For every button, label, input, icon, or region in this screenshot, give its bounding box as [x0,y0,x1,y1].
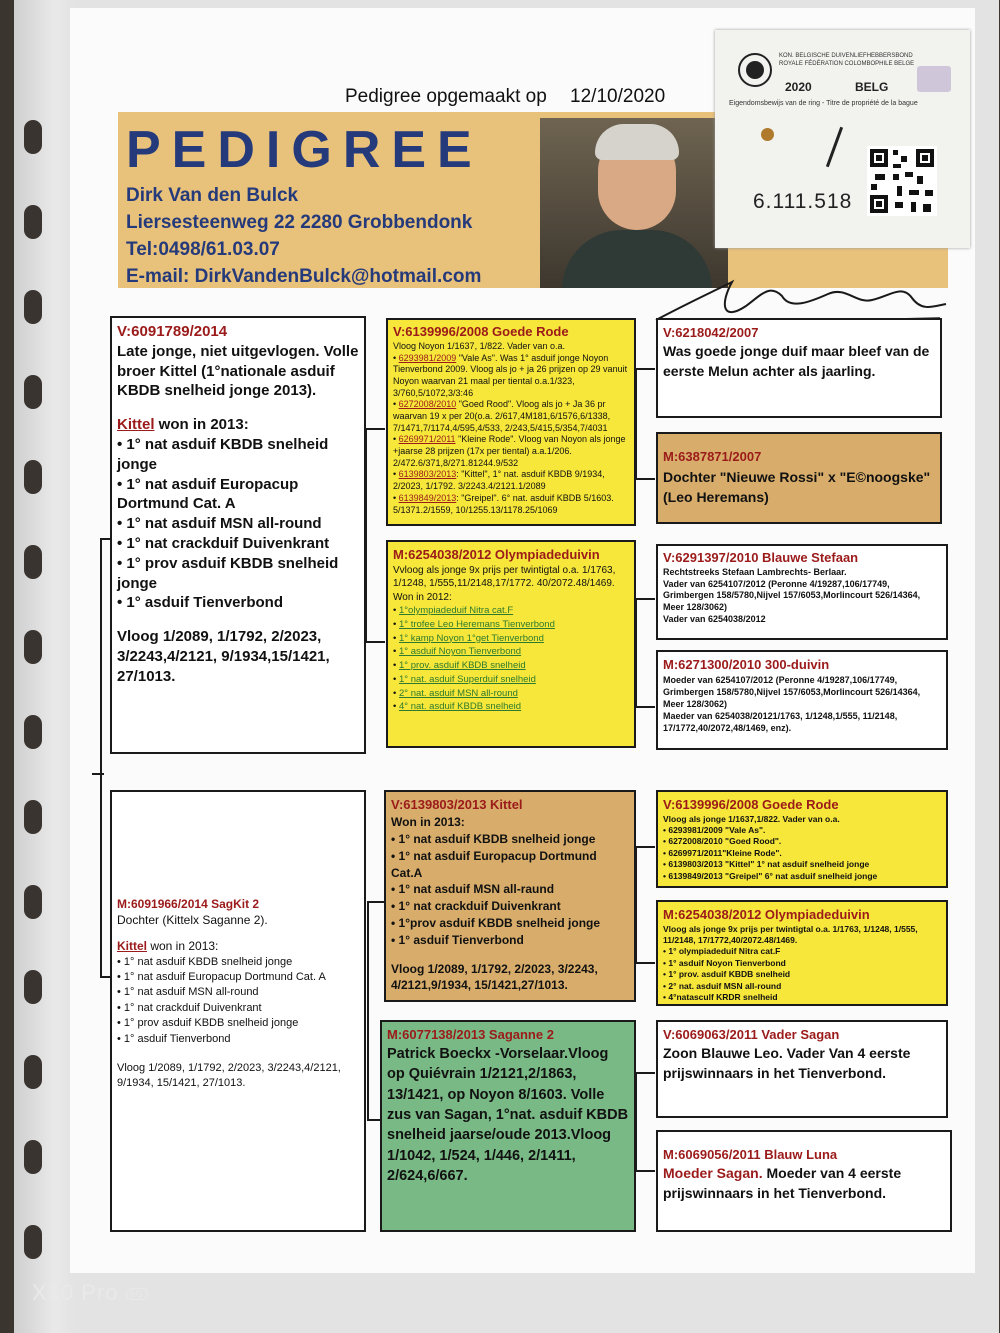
list-item: • 1° nat asduif KBDB snelheid jonge [117,955,359,970]
tree-line [365,428,385,430]
won-label: won in 2013: [147,939,219,954]
tree-line [367,901,385,903]
punch-hole [24,970,42,1004]
camera-watermark [32,1280,148,1306]
list-item: • 1° nat crackduif Duivenkrant [391,898,629,915]
tree-line [635,368,655,370]
offspring-text: : "Greipel". 6° nat. asduif KBDB 5/1603. 5/1371.2/1559, 10/1255.13/1178.25/1069 [393,492,614,515]
list-item: 1°olympiadeduif Nitra cat.F [398,605,514,617]
offspring-ring[interactable]: 6139849/2013 [398,492,457,503]
tree-line [367,901,369,1121]
pigeon-flight-results: Vloog 1/2089, 1/1792, 2/2023, 3/2243,4/2121, 9/1934,15/1421, 27/1013. [117,628,330,685]
grandparent-text: Rechtstreeks Stefaan Lambrechts- Berlaar. [663,566,847,577]
grandparent-text: Dochter "Nieuwe Rossi" x "E©noogske" (Leo Heremans) [663,468,931,506]
grandparent-text: Vloog als jonge 1/1637,1/822. Vader van o.a. [663,813,840,824]
list-item: 1° trofee Leo Heremans Tienverbond [398,618,555,630]
pigeon-description: Late jonge, niet uitgevlogen. Volle broer Kittel (1°nationale asduif KBDB snelheid jonge 2013). [117,342,359,400]
grandparent-text: • 4°natasculf KRDR snelheid [663,992,778,1003]
dam-id: M:6091966/2014 SagKit 2 [117,897,260,911]
list-item: 1° prov. asduif KBDB snelheid [398,660,526,672]
grandparent-id: V:6069063/2011 Vader Sagan [663,1027,840,1042]
qr-code-icon [867,146,937,216]
dam-mother-text: Patrick Boeckx -Vorselaar.Vloog op Quiévrain 1/2121,2/1863, 13/1421, op Noyon 8/1603. Volle zus van Sagan, 1°nat. asduif KBDB snelheid jaarse/oude 2013.Vloog 1/1042, 1/524, 1/446, 2/1411, 2/624,6/667. [387,1046,629,1184]
grandparent-card-3 [656,544,948,640]
punch-hole [24,1140,42,1174]
list-item: • 1° nat asduif Europacup Dortmund Cat.A [391,848,629,882]
grandparent-card-4 [656,650,948,750]
grandparent-text: Vader van 6254038/2012 [663,613,766,624]
list-item: • 1° nat crackduif Duivenkrant [117,1001,359,1016]
punch-hole [24,1225,42,1259]
kittel-link[interactable]: Kittel [117,416,155,434]
grandparent-id: M:6387871/2007 [663,449,762,464]
dam-father-text: Vvloog als jonge 9x prijs per twintigtal o.a. 1/1763, 1/1248, 1/555,11/2148,17/1772. 40/2072.48/1469. Won in 2012: [393,564,616,603]
offspring-text: "Kleine Rode". Vloog van Noyon als jonge +jaarse 28 prijzen (17x per tiental) a.a.1/206. 2/472.6/371,8/271.81244.9/532 [393,434,626,468]
page-title: PEDIGREE [126,121,483,179]
grandparent-id: M:6254038/2012 Olympiadeduivin [663,907,870,922]
federation-name-fr: ROYALE FÉDÉRATION COLOMBOPHILE BELGE [779,61,915,67]
sire-father-intro: Vloog Noyon 1/1637, 1/822. Vader van o.a. [393,340,565,351]
federation-name [779,52,914,68]
tree-line [635,1072,655,1074]
ring-card [715,30,970,248]
list-item: • 1° nat crackduif Duivenkrant [117,534,359,554]
dam-mother-id: M:6077138/2013 Saganne 2 [387,1027,554,1042]
punch-hole [24,375,42,409]
grandparent-text: • 6269971/2011"Kleine Rode". [663,847,782,858]
ring-number: 6.111.518 [753,190,853,213]
made-on-date: 12/10/2020 [570,86,666,107]
ownership-text: Eigendomsbewijs van de ring - Titre de propriété de la bague [729,100,918,107]
grandparent-text: • 6139849/2013 "Greipel" 6° nat asduif snelheid jonge [663,870,878,881]
bird-logo-icon [917,66,951,92]
grandparent-card-7 [656,1020,948,1118]
grandparent-card-5 [656,790,948,888]
grandparent-text: • 6293981/2009 "Vale As". [663,825,766,836]
grandparent-id: V:6291397/2010 Blauwe Stefaan [663,550,859,565]
owner-name: Dirk Van den Bulck [126,185,299,206]
grandparent-id: V:6139996/2008 Goede Rode [663,797,839,812]
watermark-text: X30 Pro [32,1280,119,1305]
dam-description: Dochter (Kittelx Saganne 2). [117,913,268,928]
sire-father-card: V:6139996/2008 Goede Rode Vloog Noyon 1/1637, 1/822. Vader van o.a. • 6293981/2009 "Vale As". Was 1° asduif jonge Noyon Tienverbond 2009. Vloog als jo + ja 26 prijzen op 29 vanuit Noyon waarvan 21 maal per tiental o.a.1/323, 3/760,5/1072,3/3:46 • 6272008/2010 "Goed Rood". Vloog als jo + Ja 36 pr waarvan 19 x per 20(o.a. 2/617,4M181,6/1576,6/1338, 7/1471,7/1174,4/595,4/533, 2/243,5/415,5/354,7/4031 • 6269971/2011 "Kleine Rode". Vloog van Noyon als jonge +jaarse 28 prijzen (17x per tiental) a.a.1/206. 2/472.6/371,8/271.81244.9/532 • 6139803/2013: "Kittel", 1° nat. asduif KBDB 9/1934, 2/2023, 1/1792. 3/2243.4/2121.1/2089 • 6139849/2013: "Greipel". 6° nat. asduif KBDB 5/1603. 5/1371.2/1559, 10/1255.13/1178.25/1069 [386,318,636,526]
dam-flight-results: Vloog 1/2089, 1/1792, 2/2023, 3/2243,4/2121, 9/1934, 15/1421, 27/1013. [117,1061,341,1089]
punch-hole [24,205,42,239]
grandparent-card-8 [656,1130,952,1232]
sire-mother-id: V:6139803/2013 Kittel [391,797,523,812]
dam-card [110,790,366,1232]
pigeon-id: V:6091789/2014 [117,323,228,340]
grandparent-text: • 2° nat. asduif MSN all-round [663,980,782,991]
grandparent-card-6 [656,900,948,1006]
punch-hole [24,120,42,154]
pigeon-wins-list [117,435,359,613]
list-item: • 1° prov asduif KBDB snelheid jonge [117,554,359,594]
offspring-ring[interactable]: 6139803/2013 [398,469,457,480]
tree-line [635,962,655,964]
list-item: • 1° nat asduif MSN all-raund [391,881,629,898]
owner-email: E-mail: DirkVandenBulck@hotmail.com [126,266,482,287]
tree-line [365,641,385,643]
owner-photo [540,118,728,288]
owner-phone: Tel:0498/61.03.07 [126,239,280,260]
tree-line [635,598,655,600]
punch-hole [24,1055,42,1089]
sire-father-id: V:6139996/2008 Goede Rode [393,324,569,339]
list-item: • 1° nat asduif Europacup Dortmund Cat. A [117,970,359,985]
list-item: • 1° nat asduif MSN all-round [117,985,359,1000]
list-item: • 1° asduif Tienverbond [117,593,359,613]
list-item: 1° asduif Noyon Tienverbond [398,646,522,658]
grandparent-lead: Moeder Sagan. [663,1165,763,1182]
grandparent-text: Vader van 6254107/2012 (Peronne 4/19287,106/17749, Grimbergen 158/5780,Nijvel 157/6053,Morlincourt 526/14364, Meer 128/3062) [663,578,921,612]
punch-hole [24,545,42,579]
offspring-text: : "Kittel", 1° nat. asduif KBDB 9/1934, 2/2023, 1/1792. 3/2243.4/2121.1/2089 [393,469,605,492]
tree-line [635,846,655,848]
grandparent-id: M:6069056/2011 Blauw Luna [663,1147,838,1162]
list-item: • 1° nat asduif KBDB snelheid jonge [391,831,629,848]
ring-year: 2020 [785,80,812,94]
punch-hole [24,885,42,919]
offspring-text: "Goed Rood". Vloog als jo + Ja 36 pr waarvan 19 x per 20(o.a. 2/617,4M181,6/1576,6/1338, 7/1471,7/1174,4/595,4/533, 2/243,5/415,5/354,7/4031 [393,399,611,433]
ring-hole-icon [761,128,774,141]
offspring-ring[interactable]: 6269971/2011 [398,434,456,445]
punch-hole [24,460,42,494]
grandparent-id: M:6271300/2010 300-duivin [663,657,830,672]
dam-father-id: M:6254038/2012 Olympiadeduivin [393,547,600,562]
punch-hole [24,800,42,834]
made-on-label: Pedigree opgemaakt op [345,86,547,107]
grandparent-text: Zoon Blauwe Leo. Vader Van 4 eerste prijswinnaars in het Tienverbond. [663,1045,911,1082]
card-mark [826,127,843,167]
owner-address: Liersesteenweg 22 2280 Grobbendonk [126,212,473,233]
tree-line [635,478,655,480]
list-item: • 1° asduif Tienverbond [117,1032,359,1047]
list-item: • 1° nat asduif MSN all-round [117,514,359,534]
federation-logo-icon [737,52,773,88]
punch-hole [24,715,42,749]
dam-mother-card [380,1020,636,1232]
tree-line [92,773,104,775]
grandparent-text: • 6272008/2010 "Goed Rood". [663,836,782,847]
tree-line [635,1170,655,1172]
won-label: Won in 2013: [391,815,465,830]
list-item: • 1° nat asduif Europacup Dortmund Cat. A [117,475,359,515]
grandparent-text: Moeder van 4 eerste prijswinnaars in het Tienverbond. [663,1165,902,1202]
dam-father-card: M:6254038/2012 Olympiadeduivin Vvloog als jonge 9x prijs per twintigtal o.a. 1/1763, 1/1248, 1/555,11/2148,17/1772. 40/2072.48/1469. Won in 2012: • 1°olympiadeduif Nitra cat.F • 1° trofee Leo Heremans Tienverbond • 1° kamp Noyon 1°get Tienverbond • 1° asduif Noyon Tienverbond • 1° prov. asduif KBDB snelheid • 1° nat. asduif Superduif snelheid • 2° nat. asduif MSN all-round • 4° nat. asduif KBDB snelheid [386,540,636,748]
grandparent-card-2 [656,432,942,524]
punch-hole [24,290,42,324]
offspring-text: "Vale As". Was 1° asduif jonge Noyon Tienverbond 2009. Vloog als jo + ja 26 prijzen op 29 vanuit Noyon waarvan 21 maal per tiental o.a.1/323, 3/760,5/1072,3/3:46 [393,352,628,398]
tree-line [100,538,102,978]
won-label: won in 2013: [154,416,249,434]
offspring-ring[interactable]: 6272008/2010 [398,399,457,410]
grandparent-card-1 [656,318,942,418]
grandparent-text: Vloog als jonge 9x prijs per twintigtal o.a. 1/1763, 1/1248, 1/555, 11/2148, 17/1772,40/2072.48/1469. [663,923,918,946]
watermark-badge: 5G [126,1288,148,1300]
pigeon-card [110,316,366,754]
grandparent-text: • 1° asduif Noyon Tienverbond [663,957,786,968]
tree-line [100,538,110,540]
punch-hole [24,630,42,664]
list-item: • 1° prov asduif KBDB snelheid jonge [117,1016,359,1031]
dam-wins-list [117,955,359,1047]
list-item: 1° kamp Noyon 1°get Tienverbond [398,632,544,644]
kittel-link[interactable]: Kittel [117,939,147,954]
tree-line [635,706,655,708]
list-item: • 1° nat asduif KBDB snelheid jonge [117,435,359,475]
tree-line [100,976,110,978]
grandparent-text: Was goede jonge duif maar bleef van de eerste Melun achter als jaarling. [663,343,930,379]
sire-mother-flight-results: Vloog 1/2089, 1/1792, 2/2023, 3/2243, 4/2121,9/1934, 15/1421,27/1013. [391,961,598,993]
grandparent-id: V:6218042/2007 [663,325,759,340]
ring-country: BELG [855,80,889,94]
pedigree-sheet [70,8,975,1273]
grandparent-text: • 1° olympiadeduif Nitra cat.F [663,946,781,957]
made-on-line [345,86,665,108]
grandparent-text: Maeder van 6254038/20121/1763, 1/1248,1/555, 11/2148, 17/1772,40/2072,48/1469, enz). [663,710,898,734]
sire-mother-card [384,790,636,1002]
list-item: 2° nat. asduif MSN all-round [398,687,518,699]
grandparent-text: • 6139803/2013 "Kittel" 1° nat asduif snelheid jonge [663,859,870,870]
list-item: 4° nat. asduif KBDB snelheid [398,701,522,713]
list-item: • 1° asduif Tienverbond [391,932,629,949]
grandparent-text: • 1° prov. asduif KBDB snelheid [663,969,791,980]
list-item: 1° nat. asduif Superduif snelheid [398,673,536,685]
list-item: • 1°prov asduif KBDB snelheid jonge [391,915,629,932]
federation-name-nl: KON. BELGISCHE DUIVENLIEFHEBBERSBOND [779,53,913,59]
grandparent-text: Moeder van 6254107/2012 (Peronne 4/19287,106/17749, Grimbergen 158/5780,Nijvel 157/6053,Morlincourt 526/14364, Meer 128/3062) [663,674,921,709]
sire-mother-wins-list [391,831,629,949]
owner-contact [126,182,481,290]
offspring-ring[interactable]: 6293981/2009 [398,352,457,363]
